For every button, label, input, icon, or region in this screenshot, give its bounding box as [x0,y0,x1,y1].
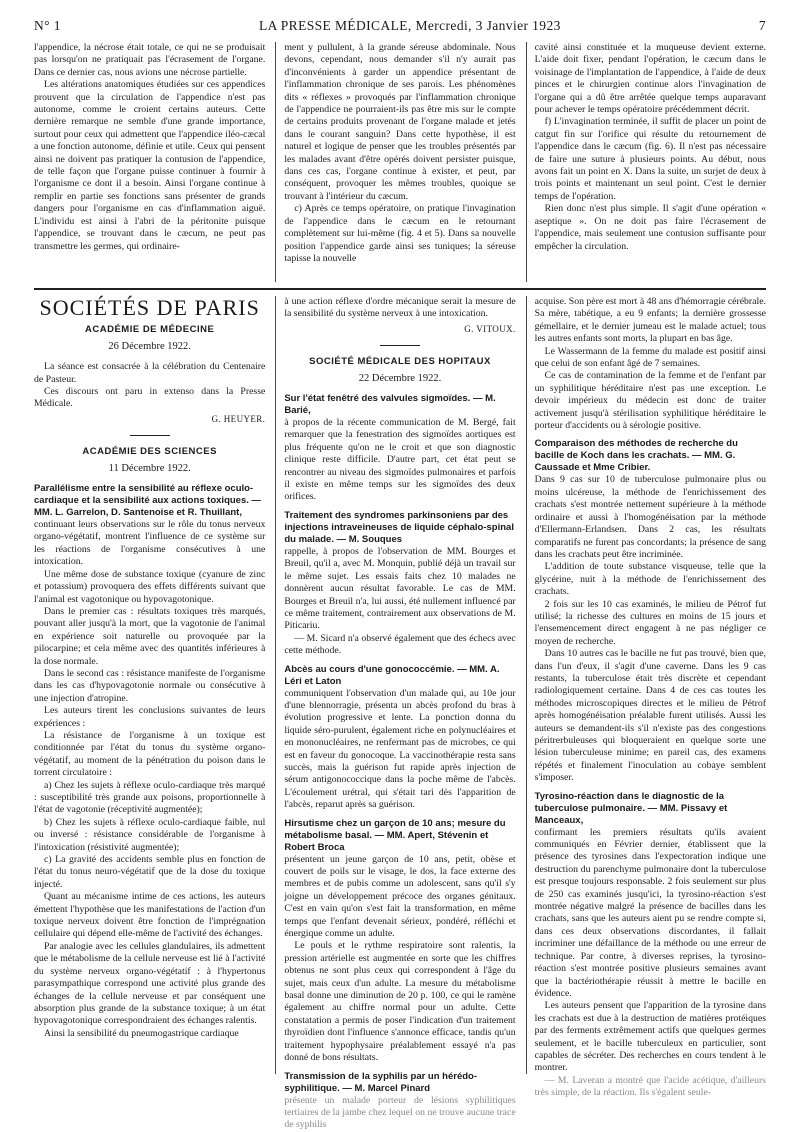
article-title: Sur l'état fenêtré des valvules sigmoïdes. — M. Barié, [284,393,496,417]
paragraph: l'appendice, la nécrose était totale, ce qui ne se produisait pas lorsqu'on ne pratiquait pas l'écrasement de l'organe. Dans ce dernier cas, nous avions une nécrose partielle. [34,42,266,78]
bottom-column-3 [526,296,766,1099]
paragraph: Les auteurs tirent les conclusions suivantes de leurs expériences : [34,705,266,729]
paragraph: Ce cas de contamination de la femme et de l'enfant par un syphilitique héréditaire n'est pas une exception. Le devoir impérieux du médecin est donc de traiter activement jusqu'à stérilisation syphilitique héréditaire le porteur d'accidents ou à sérologie positive. [534,370,766,432]
bottom-column-2 [275,296,516,1131]
article-title: Abcès au cours d'une gonococcémie. — MM. A. Léri et Laton [284,663,500,687]
rule [130,435,170,436]
paragraph: c) Après ce temps opératoire, on pratique l'invagination de l'appendice dans le cæcum en le retournant complètement sur lui-même (fig. 4 et 5). Dans sa nouvelle position l'appendice garde ainsi ses tuniques; la séreuse tapisse la nouvelle [284,203,516,264]
journal-title: LA PRESSE MÉDICALE, Mercredi, 3 Janvier 1923 [258,18,561,33]
paragraph: Une même dose de substance toxique (cyanure de zinc et potassium) provoquera des effets différents suivant que l'animal est vagotonique ou hypovagotonique. [34,568,266,605]
session-date: 26 Décembre 1922. [108,340,191,352]
paragraph: Ainsi la sensibilité du pneumogastrique cardiaque [44,1027,239,1039]
society-heading-academie-medecine: ACADÉMIE DE MÉDECINE [85,324,215,336]
paragraph: présentent un jeune garçon de 10 ans, petit, obèse et couvert de poils sur le visage, le dos, la face externe des membres et de pubis comme un adolescent, sans qu'il s'y joigne un développement précoce des organes génitaux. C'est en vain qu'on s'est fait la transformation, en même temps que l'enfant devenait sérieux, pondéré, réfléchi et énergique comme un adulte. [284,853,516,940]
paragraph: Rien donc n'est plus simple. Il s'agit d'une opération « aseptique ». On ne doit pas faire l'écrasement de l'appendice, mais seulement une contusion suffisante pour empêcher la circulation. [534,203,766,252]
paragraph: présente un malade porteur de lésions syphilitiques tertiaires de la jambe chez lequel on ne trouve aucune trace de syphilis [284,1094,516,1131]
paragraph: Les altérations anatomiques étudiées sur ces appendices prouvent que la circulation de l'appendice n'est pas autonome, comme le croient certains auteurs. Cette dernière remarque ne semble d'une grande importance, surtout pour ceux qui admettent que l'appendice iléo-cæcal a une fonction autonome, définie et utile. Ceux qui pensent ainsi ne doivent pas pratiquer la contusion de l'appendice, de telle façon que l'organe puisse continuer à fournir à l'organisme ce dont il a besoin. Ainsi l'organe continue à remplir en partie ses fonctions sans présenter de grands dangers pour l'organisme en cas d'inflammation aiguë. L'individu est ainsi à l'abri de la péritonite puisque l'appendice, se trouvant dans le cæcum, ne peut pas transmettre les germes, qui ordinaire- [34,79,266,252]
section-title: SOCIÉTÉS DE PARIS [39,295,260,320]
bottom-column-1 [34,296,265,1074]
session-date: 11 Décembre 1922. [108,462,191,474]
paragraph: c) La gravité des accidents semble plus en fonction de l'état du tonus neuro-végétatif que de la dose du toxique injecté. [34,854,266,890]
paragraph: b) Chez les sujets à réflexe oculo-cardiaque faible, nul ou inversé : résistance considérable de l'organisme à l'intoxication (résistivité augmentée); [34,816,266,853]
article-title: Traitement des syndromes parkinsoniens par des injections intraveineuses de liquide céphalo-spinal du malade. — M. Souques [284,509,514,545]
paragraph: acquise. Son père est mort à 48 ans d'hémorragie cérébrale. Sa mère, tabétique, a eu 9 enfants; la dernière grossesse gémellaire, et le dernier jumeau est le malade actuel; tous les autres enfants sont morts, la plupart en bas âge. [534,296,766,345]
paragraph: Ces discours ont paru in extenso dans la Presse Médicale. [34,386,266,410]
paragraph: continuant leurs observations sur le rôle du tonus nerveux organo-végétatif, montrent l'influence de ce système sur les réactions de l'organisme consécutives à une intoxication. [34,519,266,568]
society-heading-academie-sciences: ACADÉMIE DES SCIENCES [82,446,217,458]
paragraph: Par analogie avec les cellules glandulaires, ils admettent que le métabolisme de la cellule nerveuse est lié à l'activité du système nerveux organo-végétatif : à l'hypertonus parasympathique correspond une activité plus grande des échanges de la cellule nerveuse et par conséquent une absorption plus grande de la substance toxique; à un état hypovagotonique correspondraient des échanges ralentis. [34,940,266,1027]
paragraph: Le Wassermann de la femme du malade est positif ainsi que celui de son enfant âgé de 7 semaines. [534,345,766,370]
paragraph: à une action réflexe d'ordre mécanique serait la mesure de la sensibilité du système nerveux à une intoxication. [284,296,516,320]
paragraph: La résistance de l'organisme à un toxique est conditionnée par l'état du tonus du système organo-végétatif, au moment de la pénétration du poison dans le torrent circulatoire : [34,729,266,779]
paragraph: — M. Sicard n'a observé également que des échecs avec cette méthode. [284,632,516,657]
paragraph: Dans 10 autres cas le bacille ne fut pas trouvé, bien que, dans l'un d'eux, il s'agit d'une caverne. Dans les 9 cas restants, la tuberculose était très discrète et cependant radiologiquement certaine. Dans 4 de ces cas toutes les méthodes microscopiques directes et le milieu de Pétrof après homogénéisation préalable furent utilisés. Aussi les auteurs se demandent-ils s'il n'existe pas des congestions péritrerbuleuses qui bloqueraient en quelque sorte une lésion tuberculeuse minime; en pareil cas, des examens répétés et finalement l'inoculation au cobaye semblent s'imposer. [534,648,766,784]
article-title: Transmission de la syphilis par un hérédo-syphilitique. — M. Marcel Pinard [284,1070,478,1094]
top-article-continuation [34,42,766,282]
paragraph: cavité ainsi constituée et la muqueuse devient externe. L'aide doit fixer, pendant l'opération, le cæcum dans le voisinage de l'implantation de l'appendice, à l'aide de deux pinces et le chirurgien continue alors l'invagination de l'organe qui a dû être arrêtée quelque temps auparavant pour achever le temps opératoire précédemment décrit. [534,42,766,116]
section-divider [34,288,766,290]
article-title: Comparaison des méthodes de recherche du bacille de Koch dans les crachats. — MM. G. Caussade et Mme Cribier. [534,438,738,474]
paragraph: Dans le second cas : résistance manifeste de l'organisme dans les cas d'hypovagotonie normale ou consécutive à une injection d'atropine. [34,667,266,704]
paragraph: à propos de la récente communication de M. Bergé, fait remarquer que la fenestration des sigmoïdes aortiques est plus fréquente qu'on ne le croit et que son diagnostic clinique reste difficile. D'autre part, cet état peut se rencontrer au niveau des sigmoïdes pulmonaires et parfois il existe en même temps sur les sigmoïdes des deux orifices. [284,417,516,503]
top-column-3 [526,42,766,282]
paragraph: Le pouls et le rythme respiratoire sont ralentis, la pression artérielle est augmentée en sorte que les chiffres obtenus ne sont plus ceux qui correspondent à l'âge du sujet, mais ceux d'un adulte. La mesure du métabolisme basal donne une diminution de 20 p. 100, ce qui le ramène également au chiffre normal pour un adulte. Cette constatation a permis de poser l'indication d'un traitement thyroïdien dont l'influence s'annonce efficace, tandis qu'un traitement hypophysaire préalablement essayé n'a pas donné de bons résultats. [284,940,516,1064]
paragraph: Dans le premier cas : résultats toxiques très marqués, pouvant aller jusqu'à la mort, que la vagotonie de l'animal en expérience soit naturelle ou provoquée par la pilocarpine; et cela même avec des quantités inférieures à la dose normale. [34,605,266,667]
page-header [34,18,766,34]
signature: G. VITOUX. [464,323,516,334]
paragraph: ment y pullulent, à la grande séreuse abdominale. Nous devons, cependant, nous demander s'il n'y aurait pas d'inconvénients à garder un appendice présentant de l'inflammation chronique de ses parois. Les phénomènes dits « réflexes » provoqués par l'inflammation chronique de l'appendice ne pourraient-ils pas être mis sur le compte de certains produits provenant de l'organe malade et jetés dans le courant sanguin? Dans cette hypothèse, il est naturel et logique de penser que les troubles présentés par les malades avant d'être opérés doivent persister puisque, dans ces cas, l'organe continue à exister, et peut, par conséquent, provoquer les mêmes troubles, quoique se trouvant à l'intérieur du cæcum. [284,42,516,202]
rule [380,345,420,346]
society-heading-hopitaux: SOCIÉTÉ MÉDICALE DES HOPITAUX [309,356,491,368]
page-number: 7 [758,18,766,33]
paragraph: — M. Laveran a montré que l'acide acétique, d'ailleurs très simple, de la réaction. Ils s'égalent seule- [534,1074,766,1099]
top-column-1 [34,42,265,282]
paragraph: a) Chez les sujets à réflexe oculo-cardiaque très marqué : susceptibilité très grande aux poisons, proportionnelle à l'état de vagotonie (réceptivité augmentée); [34,779,266,816]
article-title: Parallélisme entre la sensibilité au réflexe oculo-cardiaque et la sensibilité aux actions toxiques. — MM. L. Garrelon, D. Santenoise et R. Thuillant, [34,483,262,519]
societies-section [34,295,766,1131]
issue-number: N° 1 [34,18,61,33]
paragraph: La séance est consacrée à la célébration du Centenaire de Pasteur. [34,361,266,385]
paragraph: 2 fois sur les 10 cas examinés, le milieu de Pétrof fut utilisé; la richesse des cultures en moins de 15 jours et l'ensemencement direct engagent à ne pas négliger ce moyen de recherche. [534,598,766,647]
paragraph: communiquent l'observation d'un malade qui, au 10e jour d'une blennorragie, présenta un abcès profond du bras à évolution progressive et lente. La ponction donna du liquide séro-purulent, également riche en polynucléaires et en mononucléaires, ne renfermant pas de microbes, ce qui est en faveur du gonocoque. La vaccinothérapie resta sans succès, mais la guérison fut rapide après injection de sérum antigonococcique dans la poche même de l'abcès. L'écoulement urétral, qui s'était tari dès l'apparition de l'abcès, reparut après sa guérison. [284,687,516,811]
top-column-2 [275,42,515,282]
paragraph: Dans 9 cas sur 10 de tuberculose pulmonaire plus ou moins ulcéreuse, la méthode de l'enrichissement des crachats s'est montrée nettement supérieure à la méthode ordinaire et aussi à l'homogénéisation par la méthode d'Ellermann-Erlandsen. Dans 2 cas, les résultats comparatifs ne furent pas concordants; la présence de sang dans les crachats peut être incriminée. [534,474,766,560]
paragraph: confirmant les premiers résultats qu'ils avaient communiqués en Février dernier, établissent que la présence des tyrosines dans l'expectoration indique une destruction du parenchyme pulmonaire dont la tuberculose est presque toujours responsable. 2 fois seulement sur plus de 250 cas examinés jusqu'ici, la tyrosino-réaction s'est montrée négative malgré la présence de bacilles dans les crachats, sans que les auteurs aient pu se rendre compte si, dans ces deux observations discordantes, il fallait incriminer une défaillance de la méthode ou une erreur de technique. Par contre, à diverses reprises, la tyrosino-réaction s'est montrée positive plusieurs semaines avant que la bactériothérapie réussit à mettre le bacille en évidence. [534,826,766,999]
paragraph: f) L'invagination terminée, il suffit de placer un point de catgut fin sur l'orifice qui résulte du retournement de l'appendice dans le cæcum (fig. 6). Il n'est pas nécessaire de faire une suture à plusieurs points. Au début, nous avons fait un point en X. Dans la suite, un surjet de deux à trois points et maintenant un seul point. C'est le dernier temps de l'opération. [534,116,766,202]
session-date: 22 Décembre 1922. [358,372,442,384]
signature: G. HEUYER. [211,413,266,424]
paragraph: L'addition de toute substance visqueuse, telle que la glycérine, nuit à la méthode de l'enrichissement des crachats. [534,561,766,598]
paragraph: Quant au mécanisme intime de ces actions, les auteurs émettent l'hypothèse que les manifestations de l'action d'un toxique nerveux doivent être fonction de l'imprégnation cellulaire qui dépend elle-même de l'activité des échanges. [34,891,266,940]
paragraph: Les auteurs pensent que l'apparition de la tyrosine dans les crachats est due à la destruction de matières protéiques par des ferments extrêmement actifs que quelques germes seulement, et le bacille tuberculeux en particulier, sont capables de sécréter. Des recherches en cours tendent à le montrer. [534,1000,766,1074]
paragraph: rappelle, à propos de l'observation de MM. Bourges et Breuil, qu'il a, avec M. Monquin, publié déjà un travail sur le même sujet. Les essais faits chez 10 malades ne donnèrent aucun résultat favorable. Le cas de MM. Bourges et Breuil n'a, lui aussi, été nullement influencé par ce même traitement, contrairement aux observations de M. Piticariu. [284,545,516,632]
article-title: Tyrosino-réaction dans le diagnostic de la tuberculose pulmonaire. — MM. Pissavy et Manceaux, [534,790,728,826]
article-title: Hirsutisme chez un garçon de 10 ans; mesure du métabolisme basal. — MM. Apert, Stévenin et Robert Broca [284,817,506,853]
